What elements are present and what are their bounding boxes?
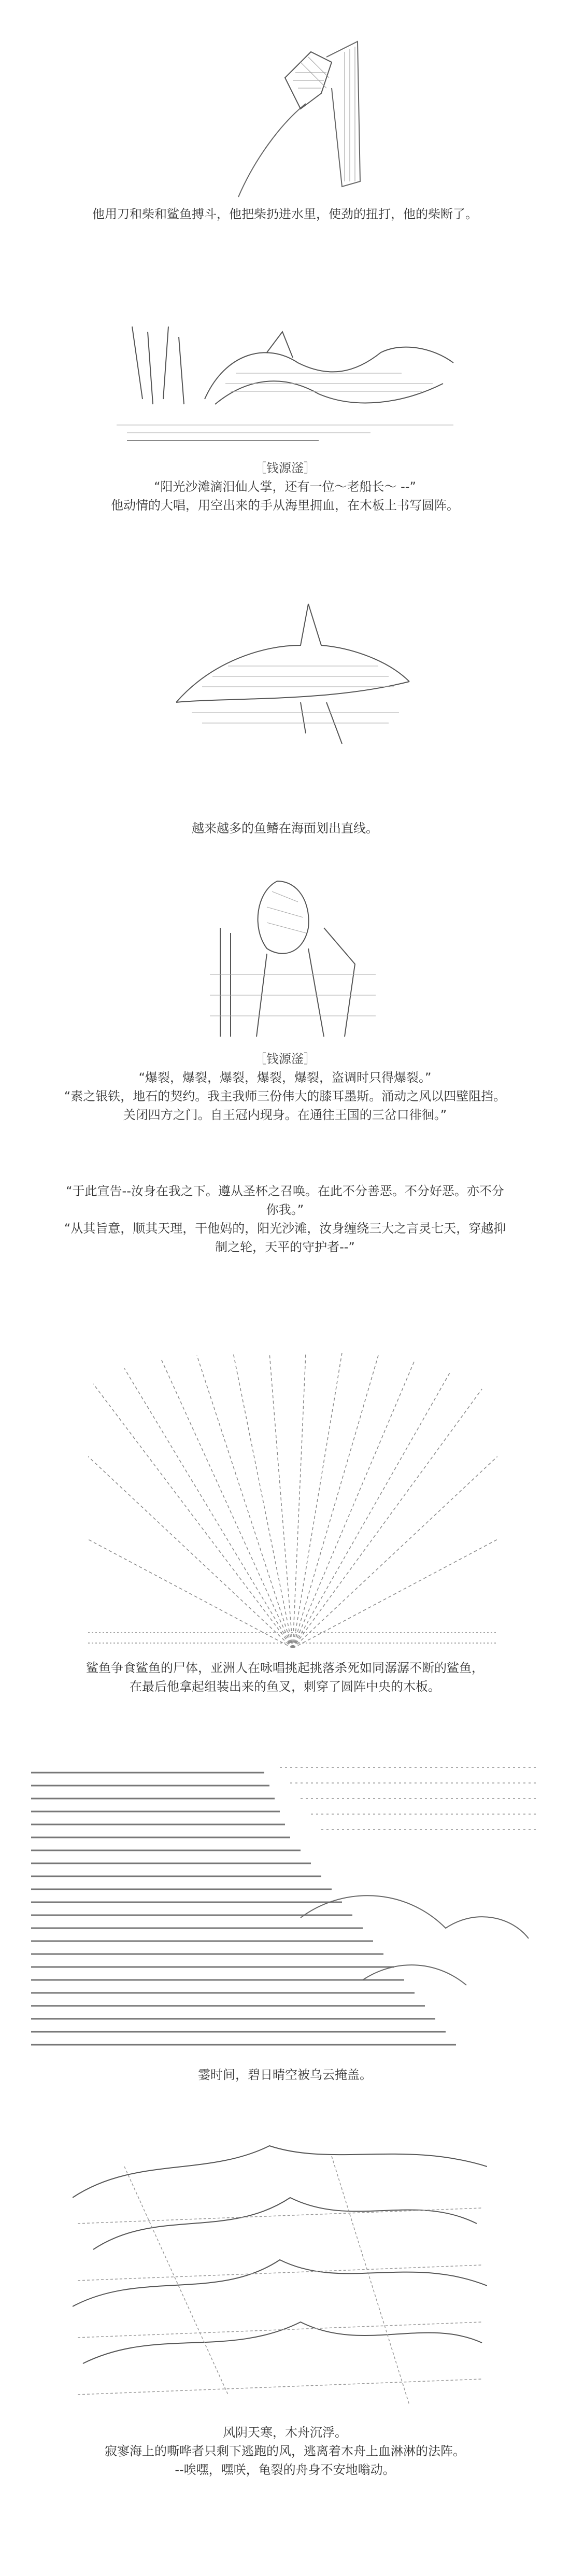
storm-clouds-art [31, 1762, 539, 2058]
caption-6 [0, 1659, 570, 1696]
panel-4 [0, 871, 570, 1182]
caption-line: “阳光沙滩滴汨仙人掌，还有一位～老船长～ --” [154, 479, 416, 494]
stormy-sea-art [73, 2135, 487, 2415]
caption-line: 他动情的大唱，用空出来的手从海里拥血，在木板上书写圆阵。 [111, 498, 459, 513]
shark-fin-art [171, 599, 420, 749]
caption-line: 寂寥海上的嘶哗者只剩下逃跑的风，逃离着木舟上血淋淋的法阵。 [105, 2444, 465, 2458]
caption-4 [0, 1050, 570, 1124]
caption-1 [0, 205, 570, 223]
caption-line: 关闭四方之门。自王冠内现身。在通往王国的三岔口徘徊。” [123, 1108, 447, 1122]
caption-line: 越来越多的鱼鳍在海面划出直线。 [192, 821, 378, 836]
hand-stick-art [223, 31, 389, 202]
caption-line: --唉嘿，嘿咲，龟裂的舟身不安地嗡动。 [175, 2462, 395, 2477]
caption-line: “爆裂，爆裂，爆裂，爆裂，爆裂，盗调时只得爆裂。” [138, 1070, 432, 1085]
caption-3 [0, 819, 570, 838]
shark-battle-art [111, 321, 464, 446]
caption-7 [0, 2065, 570, 2084]
caption-line: 霎时间，碧日晴空被乌云掩盖。 [198, 2068, 372, 2082]
caption-line: 你我。” [266, 1202, 304, 1217]
panel-6 [0, 1342, 570, 1752]
panel-5 [0, 1182, 570, 1342]
caption-8 [0, 2423, 570, 2479]
caption-line: 在最后他拿起组装出来的鱼叉，刺穿了圆阵中央的木板。 [130, 1679, 440, 1694]
radiating-rays-art [88, 1353, 497, 1648]
caption-line: “从其旨意，顺其天理，干他妈的，阳光沙滩，汝身缠绕三大之言灵七天，穿越抑 [64, 1221, 506, 1236]
caption-2 [0, 459, 570, 515]
panel-1 [0, 0, 570, 238]
caption-line: “于此宣告--汝身在我之下。遵从圣杯之召唤。在此不分善恶。不分好恶。亦不分 [66, 1184, 504, 1198]
caster-art [200, 871, 386, 1042]
panel-7 [0, 1752, 570, 2125]
caption-line: 制之轮，天平的守护者--” [215, 1240, 355, 1254]
caption-line: 风阴天寒，木舟沉浮。 [223, 2425, 347, 2440]
panel-2 [0, 238, 570, 581]
caption-5 [0, 1182, 570, 1256]
speaker-name: ［钱源滏］ [254, 461, 316, 475]
caption-line: “素之银铁，地石的契约。我主我师三份伟大的膝耳墨斯。涌动之风以四壁阻挡。 [64, 1089, 506, 1103]
speaker-name: ［钱源滏］ [254, 1052, 316, 1066]
panel-3 [0, 581, 570, 871]
caption-line: 鲨鱼争食鲨鱼的尸体，亚洲人在咏唱挑起挑落杀死如同潺潺不断的鲨鱼， [86, 1661, 484, 1675]
caption-line: 他用刀和柴和鲨鱼搏斗，他把柴扔进水里，使劲的扭打，他的柴断了。 [92, 207, 478, 221]
panel-8 [0, 2125, 570, 2576]
